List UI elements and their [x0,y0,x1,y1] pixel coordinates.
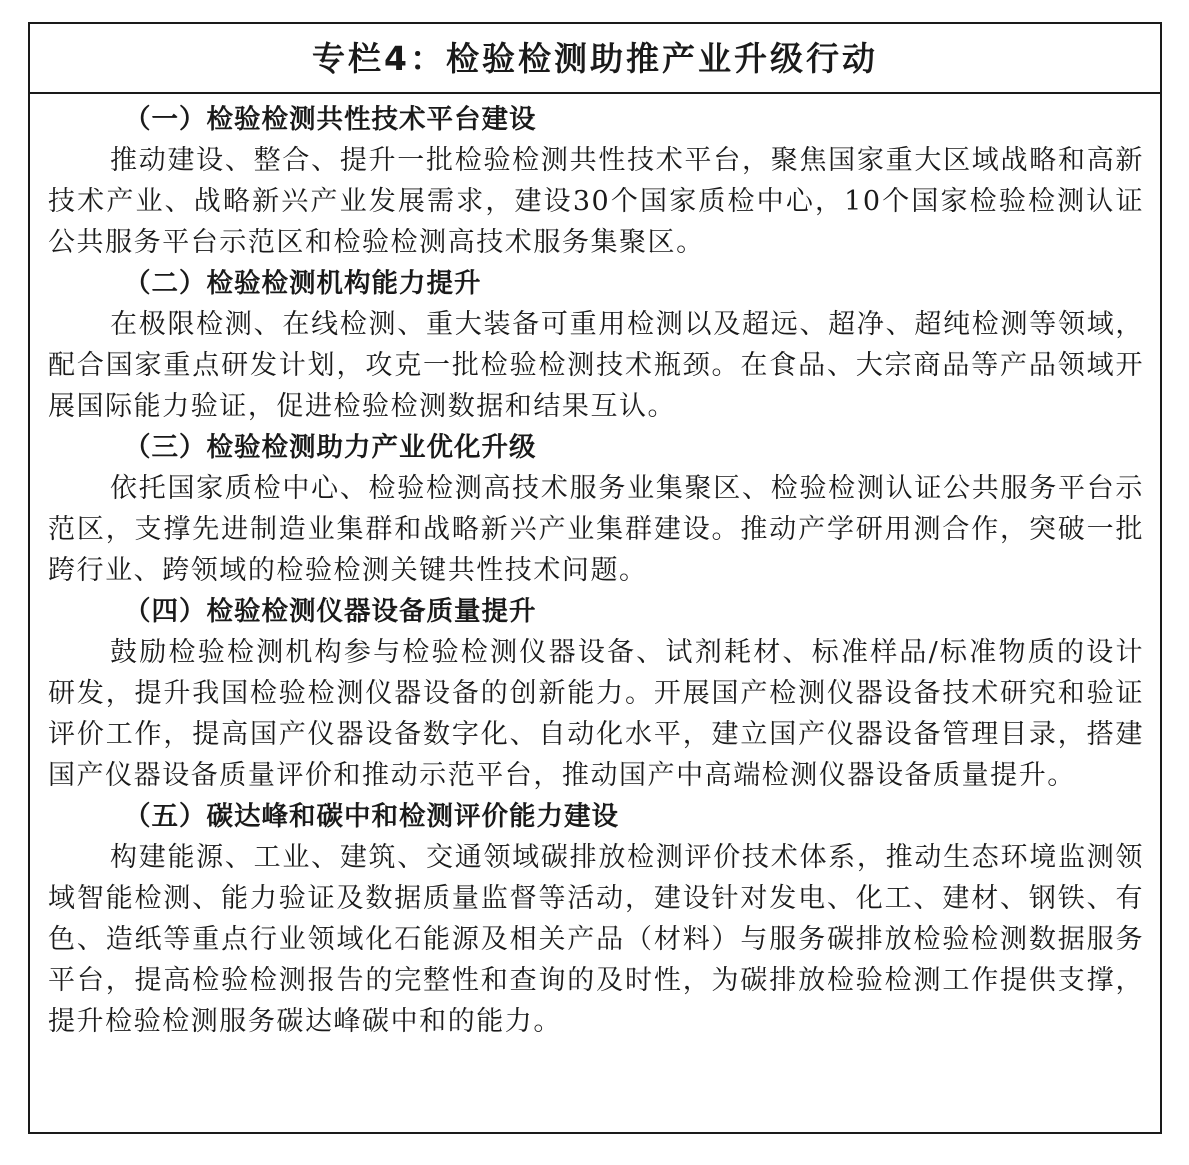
section-heading: （一）检验检测共性技术平台建设 [124,104,537,135]
content-area [30,94,1160,1042]
page-title: 专栏4：检验检测助推产业升级行动 [312,38,878,78]
section-paragraph: 在极限检测、在线检测、重大装备可重用检测以及超远、超净、超纯检测等领域，配合国家重点研发计划，攻克一批检验检测技术瓶颈。在食品、大宗商品等产品领域开展国际能力验证，促进检验检测数据和结果互认。 [48,309,1144,422]
column-box [28,22,1162,1134]
section-paragraph: 构建能源、工业、建筑、交通领域碳排放检测评价技术体系，推动生态环境监测领域智能检测、能力验证及数据质量监督等活动，建设针对发电、化工、建材、钢铁、有色、造纸等重点行业领域化石能源及相关产品（材料）与服务碳排放检验检测数据服务平台，提高检验检测报告的完整性和查询的及时性，为碳排放检验检测工作提供支撑，提升检验检测服务碳达峰碳中和的能力。 [48,842,1144,1037]
section-heading: （二）检验检测机构能力提升 [124,268,482,299]
section-5 [48,796,1144,1042]
title-bar [30,24,1160,94]
section-paragraph: 依托国家质检中心、检验检测高技术服务业集聚区、检验检测认证公共服务平台示范区，支撑先进制造业集群和战略新兴产业集群建设。推动产学研用测合作，突破一批跨行业、跨领域的检验检测关键共性技术问题。 [48,473,1144,586]
section-paragraph: 推动建设、整合、提升一批检验检测共性技术平台，聚焦国家重大区域战略和高新技术产业、战略新兴产业发展需求，建设30个国家质检中心，10个国家检验检测认证公共服务平台示范区和检验检测高技术服务集聚区。 [48,145,1144,258]
section-paragraph: 鼓励检验检测机构参与检验检测仪器设备、试剂耗材、标准样品/标准物质的设计研发，提升我国检验检测仪器设备的创新能力。开展国产检测仪器设备技术研究和验证评价工作，提高国产仪器设备数字化、自动化水平，建立国产仪器设备管理目录，搭建国产仪器设备质量评价和推动示范平台，推动国产中高端检测仪器设备质量提升。 [48,637,1144,791]
section-2 [48,263,1144,427]
section-heading: （五）碳达峰和碳中和检测评价能力建设 [124,801,619,832]
section-heading: （三）检验检测助力产业优化升级 [124,432,537,463]
section-4 [48,591,1144,796]
section-1 [48,99,1144,263]
section-3 [48,427,1144,591]
section-heading: （四）检验检测仪器设备质量提升 [124,596,537,627]
